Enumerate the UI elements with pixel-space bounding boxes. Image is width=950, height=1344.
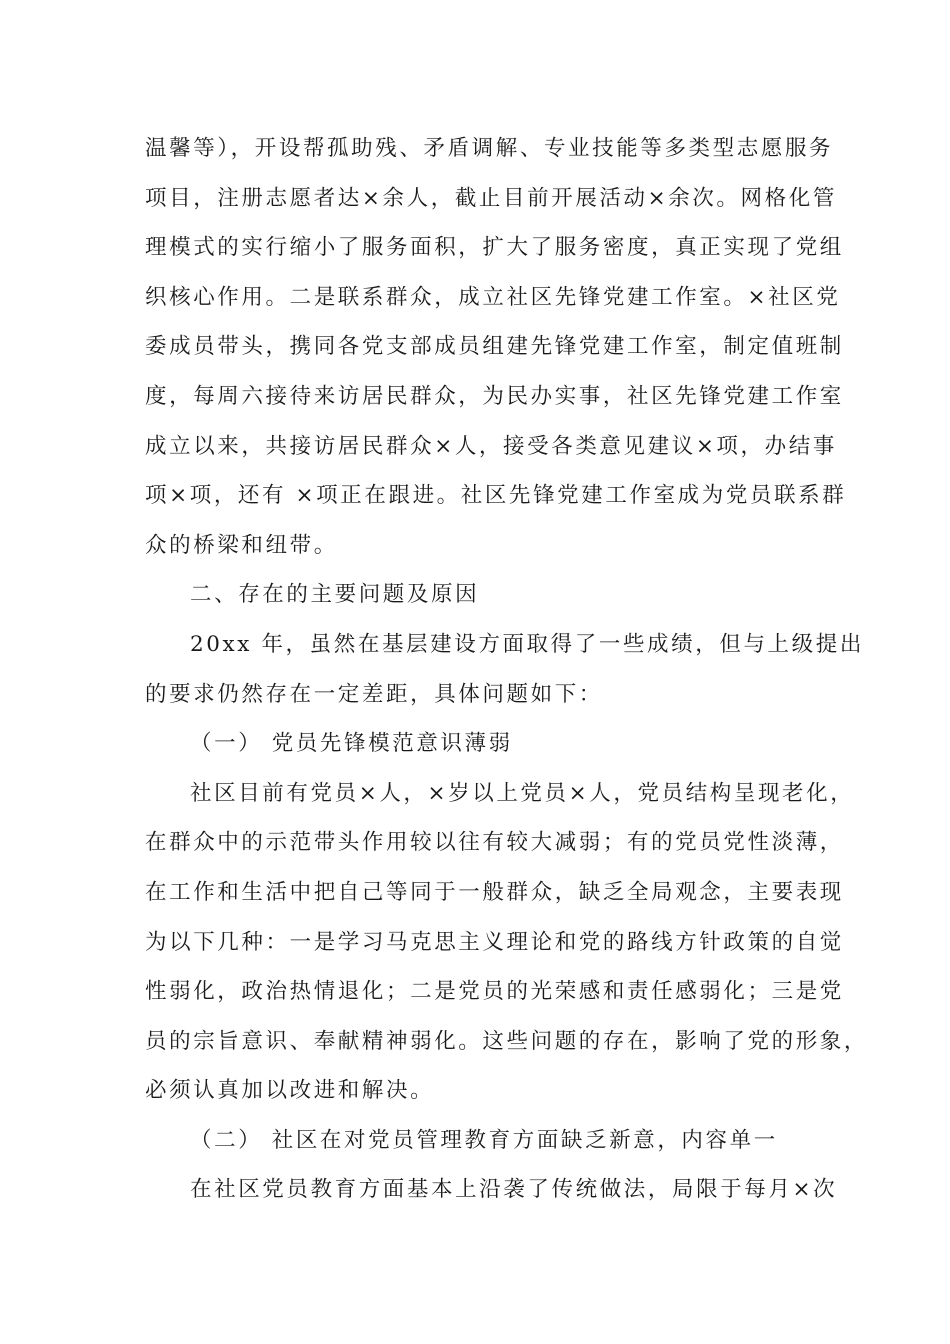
paragraph-two	[145, 1165, 838, 1215]
document-page	[145, 124, 869, 1215]
text-line: 度，每周六接待来访居民群众，为民办实事，社区先锋党建工作室	[145, 383, 844, 409]
text-line: 在群众中的示范带头作用较以往有较大减弱；有的党员党性淡薄，	[145, 830, 844, 856]
text-line: 理模式的实行缩小了服务面积，扩大了服务密度，真正实现了党组	[145, 235, 844, 261]
text-line: 项×项，还有 ×项正在跟进。社区先锋党建工作室成为党员联系群	[145, 483, 847, 509]
text-line: 20xx 年，虽然在基层建设方面取得了一些成绩，但与上级提出	[190, 631, 864, 657]
text-line: 成立以来，共接访居民群众×人，接受各类意见建议×项，办结事	[145, 433, 837, 459]
paragraph-one	[145, 769, 869, 1116]
text-line: 为以下几种：一是学习马克思主义理论和党的路线方针政策的自觉	[145, 929, 844, 955]
text-line: 在社区党员教育方面基本上沿袭了传统做法，局限于每月×次	[190, 1177, 838, 1203]
subheading-two: （二） 社区在对党员管理教育方面缺乏新意，内容单一	[190, 1127, 778, 1153]
paragraph-continuation	[145, 124, 847, 570]
text-line: 项目，注册志愿者达×余人，截止目前开展活动×余次。网格化管	[145, 185, 837, 211]
text-line: 必须认真加以改进和解决。	[145, 1078, 435, 1104]
section-heading: 二、存在的主要问题及原因	[190, 582, 480, 608]
intro-paragraph	[145, 620, 864, 719]
text-line: 委成员带头，携同各党支部成员组建先锋党建工作室，制定值班制	[145, 334, 844, 360]
subheading-one: （一） 党员先锋模范意识薄弱	[190, 731, 513, 757]
text-line: 的要求仍然存在一定差距，具体问题如下：	[145, 681, 603, 707]
text-line: 织核心作用。二是联系群众，成立社区先锋党建工作室。×社区党	[145, 284, 841, 310]
text-line: 温馨等），开设帮孤助残、矛盾调解、专业技能等多类型志愿服务	[145, 136, 834, 161]
text-line: 性弱化，政治热情退化；二是党员的光荣感和责任感弱化；三是党	[145, 979, 844, 1005]
text-line: 员的宗旨意识、奉献精神弱化。这些问题的存在，影响了党的形象，	[145, 1028, 869, 1054]
text-line: 在工作和生活中把自己等同于一般群众，缺乏全局观念，主要表现	[145, 879, 844, 905]
text-line: 社区目前有党员×人，×岁以上党员×人，党员结构呈现老化，	[190, 780, 855, 806]
text-line: 众的桥梁和纽带。	[145, 532, 338, 558]
